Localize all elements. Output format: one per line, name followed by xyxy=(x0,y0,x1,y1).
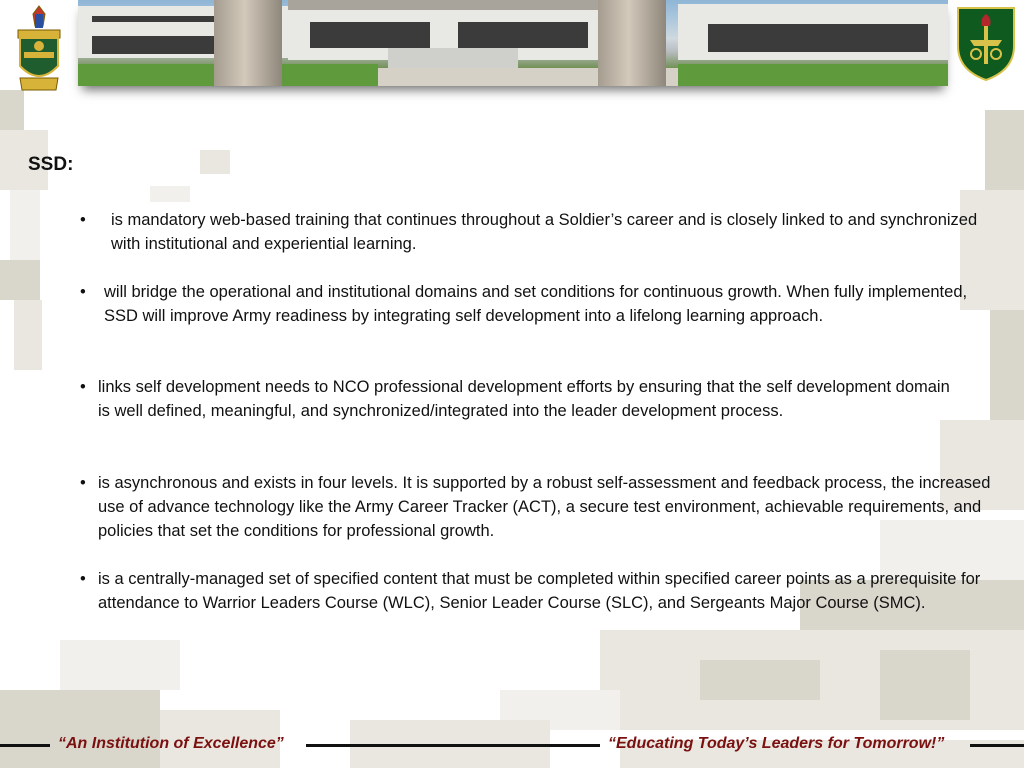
bullet-text: is mandatory web-based training that continues throughout a Soldier’s career and is closely linked to and synchronized with institutional and experiential learning. xyxy=(111,211,978,253)
academy-crest-icon xyxy=(14,4,64,92)
bullet-text: will bridge the operational and institutional domains and set conditions for continuous growth. When fully implemented, SSD will improve Army readiness by integrating self development into a lifelong learning approach. xyxy=(104,283,968,325)
bullet-item xyxy=(80,280,1000,328)
bullet-text: is asynchronous and exists in four levels. It is supported by a robust self-assessment and feedback process, the increased use of advance technology like the Army Career Tracker (ACT), a secure test environment, achievable requirements, and policies that set the conditions for professional growth. xyxy=(98,474,991,540)
bullet-text: is a centrally-managed set of specified content that must be completed within specified career points as a prerequisite for attendance to Warrior Leaders Course (WLC), Senior Leader Course (SLC), and Sergeants Major Course (SMC). xyxy=(98,570,981,612)
bullet-item xyxy=(80,567,996,615)
bullet-item xyxy=(80,471,996,543)
green-shield-insignia-icon xyxy=(956,6,1016,82)
bullet-marker: • xyxy=(80,570,86,588)
bullet-marker: • xyxy=(80,283,86,301)
bullet-item xyxy=(80,375,960,423)
footer-divider xyxy=(0,744,50,747)
slide-title: SSD: xyxy=(28,154,74,175)
footer-divider xyxy=(970,744,1024,747)
bullet-marker: • xyxy=(80,378,86,396)
bullet-text: links self development needs to NCO professional development efforts by ensuring that the self development domain is well defined, meaningful, and synchronized/integrated into the leader development process. xyxy=(98,378,950,420)
footer-left-motto: “An Institution of Excellence” xyxy=(58,735,284,752)
bullet-marker: • xyxy=(80,474,86,492)
footer-divider xyxy=(306,744,600,747)
footer-right-motto: “Educating Today’s Leaders for Tomorrow!” xyxy=(608,735,945,752)
header-banner-photo xyxy=(78,0,948,86)
bullet-marker: • xyxy=(80,211,86,229)
bullet-item xyxy=(80,208,1000,256)
